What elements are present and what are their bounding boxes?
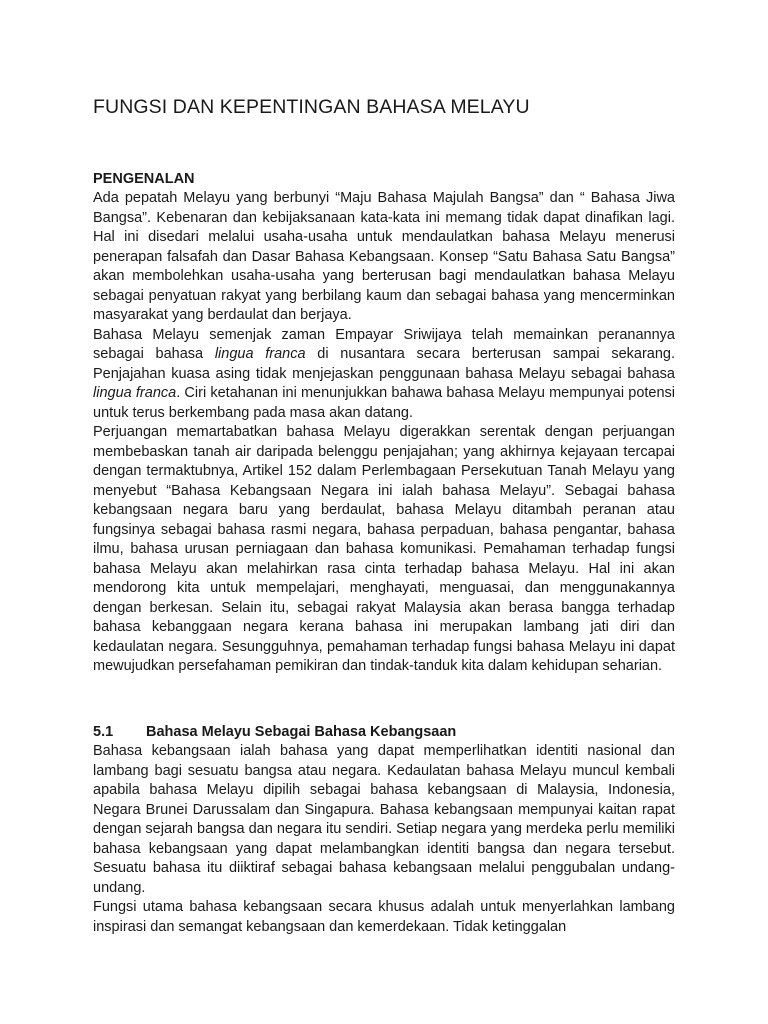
paragraph: Perjuangan memartabatkan bahasa Melayu digerakkan serentak dengan perjuangan membebaskan tanah air daripada belenggu penjajahan; yang akhirnya kejayaan tercapai dengan termaktubnya, Artikel 152 dalam Perlembagaan Persekutuan Tanah Melayu yang menyebut “Bahasa Kebangsaan Negara ini ialah bahasa Melayu”. Sebagai bahasa kebangsaan negara baru yang berdaulat, bahasa Melayu ditambah peranan atau fungsinya sebagai bahasa rasmi negara, bahasa perpaduan, bahasa pengantar, bahasa ilmu, bahasa urusan perniagaan dan bahasa komunikasi. Pemahaman terhadap fungsi bahasa Melayu akan melahirkan rasa cinta terhadap bahasa Melayu. Hal ini akan mendorong kita untuk mempelajari, menghayati, menguasai, dan menggunakannya dengan berkesan. Selain itu, sebagai rakyat Malaysia akan berasa bangga terhadap bahasa kebanggaan negara kerana bahasa ini merupakan lambang jati diri dan kedaulatan negara. Sesungguhnya, pemahaman terhadap fungsi bahasa Melayu ini dapat mewujudkan persefahaman pemikiran dan tindak-tanduk kita dalam kehidupan seharian. — [93, 424, 675, 674]
text-run: di nusantara secara berterusan sampai sekarang. Penjajahan kuasa asing tidak menjejaskan penggunaan bahasa Melayu sebagai bahasa — [93, 346, 675, 382]
italic-term: lingua franca — [93, 385, 177, 401]
italic-term: lingua franca — [214, 346, 306, 362]
text-run: Bahasa Melayu semenjak zaman Empayar Sriwijaya telah memainkan peranannya sebagai bahasa — [93, 326, 675, 362]
section-body-5-1 — [93, 742, 675, 937]
text-run: . Ciri ketahanan ini menunjukkan bahawa bahasa Melayu mempunyai potensi untuk terus berkembang pada masa akan datang. — [93, 385, 676, 421]
section-heading-pengenalan: PENGENALAN — [93, 171, 195, 187]
section-body-pengenalan — [93, 189, 675, 677]
document-title: FUNGSI DAN KEPENTINGAN BAHASA MELAYU — [93, 96, 530, 118]
paragraph — [93, 326, 675, 424]
section-title: Bahasa Melayu Sebagai Bahasa Kebangsaan — [146, 724, 457, 740]
paragraph: Bahasa kebangsaan ialah bahasa yang dapat memperlihatkan identiti nasional dan lambang bagi sesuatu bangsa atau negara. Kedaulatan bahasa Melayu muncul kembali apabila bahasa Melayu dipilih sebagai bahasa kebangsaan di Malaysia, Indonesia, Negara Brunei Darussalam dan Singapura. Bahasa kebangsaan mempunyai kaitan rapat dengan sejarah bangsa dan negara itu sendiri. Setiap negara yang merdeka perlu memiliki bahasa kebangsaan yang dapat melambangkan identiti bangsa dan negara tersebut. Sesuatu bahasa itu diiktiraf sebagai bahasa kebangsaan melalui penggubalan undang-undang. — [93, 743, 675, 896]
paragraph: Ada pepatah Melayu yang berbunyi “Maju Bahasa Majulah Bangsa” dan “ Bahasa Jiwa Bangsa”. Kebenaran dan kebijaksanaan kata-kata ini memang tidak dapat dinafikan lagi. Hal ini disedari melalui usaha-usaha untuk mendaulatkan bahasa Melayu menerusi penerapan falsafah dan Dasar Bahasa Kebangsaan. Konsep “Satu Bahasa Satu Bangsa” akan membolehkan usaha-usaha yang berterusan bagi mendaulatkan bahasa Melayu sebagai penyatuan rakyat yang berbilang kaum dan sebagai bahasa yang mencerminkan masyarakat yang berdaulat dan berjaya. — [93, 190, 675, 323]
section-number: 5.1 — [93, 724, 114, 740]
paragraph: Fungsi utama bahasa kebangsaan secara khusus adalah untuk menyerlahkan lambang inspirasi dan semangat kebangsaan dan kemerdekaan. Tidak ketinggalan — [93, 899, 675, 935]
section-heading-5-1 — [93, 723, 456, 742]
